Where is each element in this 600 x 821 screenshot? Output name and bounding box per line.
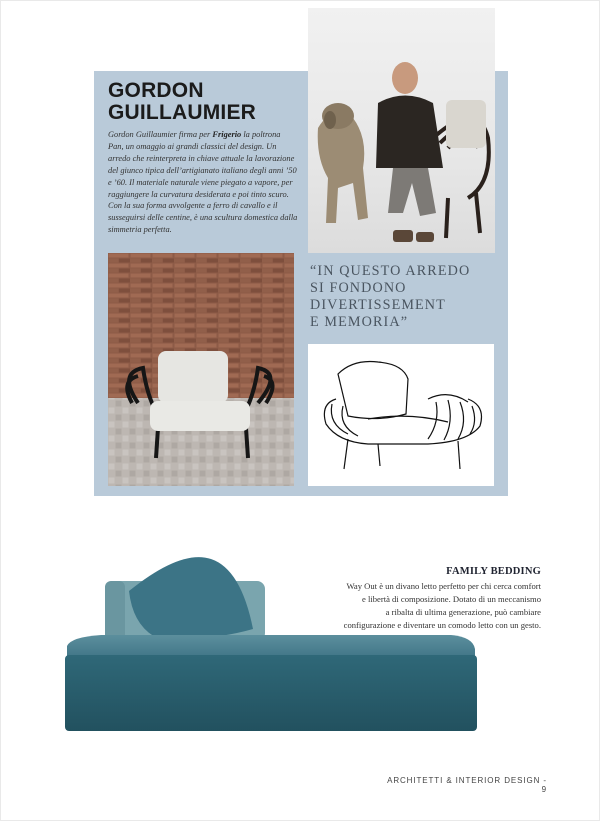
- intro-brand: Frigerio: [212, 130, 242, 139]
- designer-portrait-illustration: [308, 8, 495, 253]
- feature-body-line-2: e libertà di composizione. Dotato di un meccanismo: [362, 594, 541, 604]
- quote-line-3: DIVERTISSEMENT: [310, 297, 446, 313]
- sofa-illustration: [61, 549, 481, 739]
- article-title: [108, 80, 298, 124]
- feature-title: FAMILY BEDDING: [446, 566, 541, 577]
- article-title-line-1: GORDON: [108, 79, 204, 102]
- intro-text-start: Gordon Guillaumier firma per: [108, 130, 213, 139]
- feature-body-line-4: configurazione e diventare un comodo letto con un gesto.: [343, 620, 541, 630]
- armchair-illustration: [108, 253, 294, 486]
- page-footer: ARCHITETTI & INTERIOR DESIGN - 9: [387, 776, 547, 794]
- armchair-sketch-drawing: [308, 344, 494, 486]
- feature-body-line-1: Way Out è un divano letto perfetto per chi cerca comfort: [346, 581, 541, 591]
- article-title-line-2: GUILLAUMIER: [108, 101, 257, 124]
- quote-line-1: “IN QUESTO ARREDO: [310, 263, 471, 279]
- article-intro: [108, 129, 298, 236]
- feature-body-line-3: a ribalta di ultima generazione, può cambiare: [385, 607, 541, 617]
- designer-portrait-photo: [308, 8, 495, 253]
- intro-text-end: la poltrona Pan, un omaggio ai grandi classici del design. Un arredo che reinterpreta in chiave attuale la lavorazione del giunco tipica dell’artigianato italiano degli anni ’50 e ’60. Il materiale naturale viene piegato a vapore, per raggiungere la curvatura desiderata e poi tinto scuro. Con la sua forma avvolgente a ferro di cavallo e il susseguirsi delle centine, è una scultura domestica dalla simmetria perfetta.: [108, 130, 298, 235]
- way-out-sofa-bed-photo: [61, 549, 481, 739]
- pull-quote: [310, 263, 500, 331]
- quote-line-2: SI FONDONO: [310, 280, 407, 296]
- pan-armchair-photo: [108, 253, 294, 486]
- armchair-sketch: [308, 344, 494, 486]
- quote-line-4: E MEMORIA”: [310, 314, 409, 330]
